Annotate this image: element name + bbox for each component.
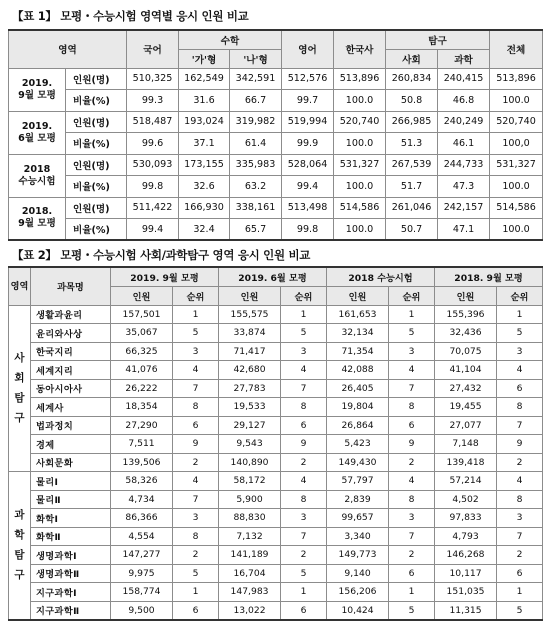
table-row xyxy=(9,305,543,324)
count-cell: 139,506 xyxy=(111,453,173,472)
value-cell: 335,983 xyxy=(230,154,282,176)
rank-cell: 8 xyxy=(281,490,327,509)
value-cell: 173,155 xyxy=(179,154,230,176)
value-cell: 99.8 xyxy=(127,176,179,198)
value-cell: 100,0 xyxy=(490,133,543,155)
rank-cell: 5 xyxy=(497,601,543,620)
t1-header-social: 사회 xyxy=(386,49,438,68)
metric-label: 인원(명) xyxy=(66,197,127,219)
subject-name: 화학Ⅱ xyxy=(31,527,111,546)
t2-header-count: 인원 xyxy=(111,286,173,305)
value-cell: 50.7 xyxy=(386,219,438,241)
value-cell: 510,325 xyxy=(127,68,179,90)
t1-header-math-ga: '가'형 xyxy=(179,49,230,68)
rank-cell: 2 xyxy=(173,453,219,472)
value-cell: 47.3 xyxy=(438,176,490,198)
count-cell: 41,076 xyxy=(111,361,173,380)
value-cell: 513,498 xyxy=(282,197,334,219)
rank-cell: 4 xyxy=(497,361,543,380)
rank-cell: 5 xyxy=(389,601,435,620)
rank-cell: 8 xyxy=(173,527,219,546)
table-row xyxy=(9,342,543,361)
value-cell: 32.6 xyxy=(179,176,230,198)
value-cell: 531,327 xyxy=(334,154,386,176)
value-cell: 99.4 xyxy=(282,176,334,198)
value-cell: 242,157 xyxy=(438,197,490,219)
table-row xyxy=(9,90,543,112)
count-cell: 86,366 xyxy=(111,509,173,528)
t2-header-exam-1: 2019. 9월 모평 xyxy=(111,267,219,286)
rank-cell: 2 xyxy=(497,453,543,472)
count-cell: 19,455 xyxy=(435,398,497,417)
t1-header-korean: 국어 xyxy=(127,30,179,68)
value-cell: 66.7 xyxy=(230,90,282,112)
table-row xyxy=(9,546,543,565)
value-cell: 100.0 xyxy=(490,219,543,241)
rank-cell: 4 xyxy=(173,472,219,491)
rank-cell: 1 xyxy=(389,305,435,324)
exam-name: 2019. 6월 모평 xyxy=(9,111,66,154)
count-cell: 4,502 xyxy=(435,490,497,509)
subject-name: 세계사 xyxy=(31,398,111,417)
count-cell: 57,797 xyxy=(327,472,389,491)
count-cell: 2,839 xyxy=(327,490,389,509)
count-cell: 71,354 xyxy=(327,342,389,361)
value-cell: 338,161 xyxy=(230,197,282,219)
t1-body xyxy=(9,68,543,240)
rank-cell: 8 xyxy=(389,398,435,417)
count-cell: 26,864 xyxy=(327,416,389,435)
t1-header-total: 전체 xyxy=(490,30,543,68)
count-cell: 4,554 xyxy=(111,527,173,546)
rank-cell: 9 xyxy=(281,435,327,454)
t2-header-exam-2: 2019. 6월 모평 xyxy=(219,267,327,286)
subject-name: 경제 xyxy=(31,435,111,454)
value-cell: 46.8 xyxy=(438,90,490,112)
table-row xyxy=(9,176,543,198)
t2-header-rank: 순위 xyxy=(497,286,543,305)
subject-name: 사회문화 xyxy=(31,453,111,472)
rank-cell: 6 xyxy=(389,564,435,583)
rank-cell: 3 xyxy=(389,509,435,528)
value-cell: 99.6 xyxy=(127,133,179,155)
rank-cell: 7 xyxy=(173,490,219,509)
subject-name: 생명과학Ⅱ xyxy=(31,564,111,583)
count-cell: 156,206 xyxy=(327,583,389,602)
rank-cell: 6 xyxy=(173,416,219,435)
count-cell: 70,075 xyxy=(435,342,497,361)
rank-cell: 6 xyxy=(281,601,327,620)
subject-name: 물리Ⅰ xyxy=(31,472,111,491)
t2-body xyxy=(9,305,543,620)
rank-cell: 8 xyxy=(497,490,543,509)
value-cell: 512,576 xyxy=(282,68,334,90)
count-cell: 147,983 xyxy=(219,583,281,602)
subject-name: 생활과윤리 xyxy=(31,305,111,324)
t1-header-math-na: '나'형 xyxy=(230,49,282,68)
value-cell: 166,930 xyxy=(179,197,230,219)
rank-cell: 2 xyxy=(497,546,543,565)
table-row xyxy=(9,472,543,491)
value-cell: 100.0 xyxy=(334,133,386,155)
rank-cell: 1 xyxy=(281,583,327,602)
table-row xyxy=(9,398,543,417)
count-cell: 88,830 xyxy=(219,509,281,528)
value-cell: 260,834 xyxy=(386,68,438,90)
rank-cell: 4 xyxy=(281,472,327,491)
t2-header-area: 영역 xyxy=(9,267,31,305)
count-cell: 146,268 xyxy=(435,546,497,565)
table1-exam-participants xyxy=(8,29,543,241)
count-cell: 19,804 xyxy=(327,398,389,417)
rank-cell: 8 xyxy=(281,398,327,417)
count-cell: 4,793 xyxy=(435,527,497,546)
count-cell: 149,430 xyxy=(327,453,389,472)
metric-label: 비율(%) xyxy=(66,90,127,112)
count-cell: 26,405 xyxy=(327,379,389,398)
table-row xyxy=(9,453,543,472)
subject-name: 법과정치 xyxy=(31,416,111,435)
count-cell: 26,222 xyxy=(111,379,173,398)
value-cell: 261,046 xyxy=(386,197,438,219)
table-row xyxy=(9,219,543,241)
count-cell: 16,704 xyxy=(219,564,281,583)
value-cell: 530,093 xyxy=(127,154,179,176)
value-cell: 531,327 xyxy=(490,154,543,176)
metric-label: 인원(명) xyxy=(66,68,127,90)
rank-cell: 1 xyxy=(281,305,327,324)
rank-cell: 9 xyxy=(497,435,543,454)
exam-name: 2018. 9월 모평 xyxy=(9,197,66,240)
t1-header-science: 과학 xyxy=(438,49,490,68)
rank-cell: 4 xyxy=(173,361,219,380)
rank-cell: 9 xyxy=(389,435,435,454)
rank-cell: 1 xyxy=(173,305,219,324)
t2-header-count: 인원 xyxy=(435,286,497,305)
value-cell: 51.7 xyxy=(386,176,438,198)
count-cell: 58,326 xyxy=(111,472,173,491)
metric-label: 비율(%) xyxy=(66,133,127,155)
subject-name: 윤리와사상 xyxy=(31,324,111,343)
table-row xyxy=(9,197,543,219)
value-cell: 514,586 xyxy=(490,197,543,219)
value-cell: 99.4 xyxy=(127,219,179,241)
rank-cell: 1 xyxy=(497,305,543,324)
t1-header-history: 한국사 xyxy=(334,30,386,68)
count-cell: 158,774 xyxy=(111,583,173,602)
count-cell: 58,172 xyxy=(219,472,281,491)
count-cell: 9,500 xyxy=(111,601,173,620)
count-cell: 27,432 xyxy=(435,379,497,398)
t2-header-count: 인원 xyxy=(219,286,281,305)
metric-label: 인원(명) xyxy=(66,154,127,176)
t2-header-exam-3: 2018 수능시험 xyxy=(327,267,435,286)
count-cell: 41,104 xyxy=(435,361,497,380)
count-cell: 35,067 xyxy=(111,324,173,343)
value-cell: 266,985 xyxy=(386,111,438,133)
t2-header-count: 인원 xyxy=(327,286,389,305)
rank-cell: 4 xyxy=(281,361,327,380)
rank-cell: 2 xyxy=(281,546,327,565)
t2-header-exam-4: 2018. 9월 모평 xyxy=(435,267,543,286)
count-cell: 10,117 xyxy=(435,564,497,583)
subject-name: 동아시아사 xyxy=(31,379,111,398)
subject-name: 물리Ⅱ xyxy=(31,490,111,509)
value-cell: 240,249 xyxy=(438,111,490,133)
rank-cell: 7 xyxy=(497,527,543,546)
count-cell: 57,214 xyxy=(435,472,497,491)
value-cell: 193,024 xyxy=(179,111,230,133)
value-cell: 63.2 xyxy=(230,176,282,198)
count-cell: 4,734 xyxy=(111,490,173,509)
count-cell: 19,533 xyxy=(219,398,281,417)
count-cell: 147,277 xyxy=(111,546,173,565)
rank-cell: 7 xyxy=(389,379,435,398)
count-cell: 27,290 xyxy=(111,416,173,435)
t1-header-inquiry: 탐구 xyxy=(386,30,490,49)
count-cell: 157,501 xyxy=(111,305,173,324)
count-cell: 9,140 xyxy=(327,564,389,583)
rank-cell: 7 xyxy=(173,379,219,398)
count-cell: 5,900 xyxy=(219,490,281,509)
subject-name: 지구과학Ⅰ xyxy=(31,583,111,602)
group-name: 사 회 탐 구 xyxy=(9,305,31,472)
t1-header-math: 수학 xyxy=(179,30,282,49)
rank-cell: 7 xyxy=(281,527,327,546)
t1-header-english: 영어 xyxy=(282,30,334,68)
table2-title: 【표 2】 모평・수능시험 사회/과학탐구 영역 응시 인원 비교 xyxy=(12,248,311,262)
count-cell: 66,325 xyxy=(111,342,173,361)
count-cell: 99,657 xyxy=(327,509,389,528)
value-cell: 100.0 xyxy=(490,90,543,112)
count-cell: 33,874 xyxy=(219,324,281,343)
count-cell: 42,680 xyxy=(219,361,281,380)
count-cell: 11,315 xyxy=(435,601,497,620)
rank-cell: 8 xyxy=(497,398,543,417)
value-cell: 511,422 xyxy=(127,197,179,219)
value-cell: 99.3 xyxy=(127,90,179,112)
rank-cell: 3 xyxy=(281,342,327,361)
count-cell: 139,418 xyxy=(435,453,497,472)
count-cell: 155,575 xyxy=(219,305,281,324)
rank-cell: 7 xyxy=(389,527,435,546)
rank-cell: 2 xyxy=(389,453,435,472)
count-cell: 141,189 xyxy=(219,546,281,565)
rank-cell: 5 xyxy=(173,324,219,343)
rank-cell: 3 xyxy=(389,342,435,361)
table-row xyxy=(9,324,543,343)
count-cell: 161,653 xyxy=(327,305,389,324)
count-cell: 140,890 xyxy=(219,453,281,472)
t2-header-rank: 순위 xyxy=(173,286,219,305)
table-row xyxy=(9,68,543,90)
value-cell: 342,591 xyxy=(230,68,282,90)
rank-cell: 6 xyxy=(389,416,435,435)
value-cell: 518,487 xyxy=(127,111,179,133)
value-cell: 46.1 xyxy=(438,133,490,155)
rank-cell: 5 xyxy=(173,564,219,583)
count-cell: 5,423 xyxy=(327,435,389,454)
value-cell: 61.4 xyxy=(230,133,282,155)
table-row xyxy=(9,527,543,546)
rank-cell: 5 xyxy=(389,324,435,343)
rank-cell: 2 xyxy=(281,453,327,472)
table1-title: 【표 1】 모평・수능시험 영역별 응시 인원 비교 xyxy=(12,9,249,23)
value-cell: 32.4 xyxy=(179,219,230,241)
value-cell: 65.7 xyxy=(230,219,282,241)
value-cell: 240,415 xyxy=(438,68,490,90)
metric-label: 비율(%) xyxy=(66,176,127,198)
rank-cell: 7 xyxy=(281,379,327,398)
table-row xyxy=(9,416,543,435)
table-row xyxy=(9,509,543,528)
rank-cell: 4 xyxy=(389,361,435,380)
subject-name: 생명과학Ⅰ xyxy=(31,546,111,565)
value-cell: 162,549 xyxy=(179,68,230,90)
value-cell: 37.1 xyxy=(179,133,230,155)
count-cell: 155,396 xyxy=(435,305,497,324)
value-cell: 50.8 xyxy=(386,90,438,112)
table-row xyxy=(9,379,543,398)
count-cell: 71,417 xyxy=(219,342,281,361)
rank-cell: 6 xyxy=(497,379,543,398)
value-cell: 100.0 xyxy=(334,90,386,112)
subject-name: 세계지리 xyxy=(31,361,111,380)
rank-cell: 3 xyxy=(497,509,543,528)
group-name: 과 학 탐 구 xyxy=(9,472,31,620)
value-cell: 513,896 xyxy=(490,68,543,90)
count-cell: 7,148 xyxy=(435,435,497,454)
t1-header-area: 영역 xyxy=(9,30,127,68)
rank-cell: 9 xyxy=(173,435,219,454)
t2-header-rank: 순위 xyxy=(281,286,327,305)
value-cell: 520,740 xyxy=(334,111,386,133)
table-row xyxy=(9,361,543,380)
value-cell: 513,896 xyxy=(334,68,386,90)
rank-cell: 5 xyxy=(281,564,327,583)
rank-cell: 8 xyxy=(389,490,435,509)
value-cell: 319,982 xyxy=(230,111,282,133)
rank-cell: 3 xyxy=(497,342,543,361)
subject-name: 한국지리 xyxy=(31,342,111,361)
table-row xyxy=(9,435,543,454)
rank-cell: 3 xyxy=(173,342,219,361)
table2-subject-participants xyxy=(8,266,543,621)
count-cell: 151,035 xyxy=(435,583,497,602)
rank-cell: 1 xyxy=(497,583,543,602)
count-cell: 27,077 xyxy=(435,416,497,435)
count-cell: 149,773 xyxy=(327,546,389,565)
count-cell: 29,127 xyxy=(219,416,281,435)
rank-cell: 3 xyxy=(173,509,219,528)
rank-cell: 1 xyxy=(173,583,219,602)
value-cell: 519,994 xyxy=(282,111,334,133)
count-cell: 42,088 xyxy=(327,361,389,380)
value-cell: 100.0 xyxy=(334,219,386,241)
value-cell: 100.0 xyxy=(490,176,543,198)
rank-cell: 3 xyxy=(281,509,327,528)
rank-cell: 5 xyxy=(497,324,543,343)
table-row xyxy=(9,111,543,133)
count-cell: 27,783 xyxy=(219,379,281,398)
value-cell: 244,733 xyxy=(438,154,490,176)
table-row xyxy=(9,564,543,583)
value-cell: 514,586 xyxy=(334,197,386,219)
count-cell: 7,132 xyxy=(219,527,281,546)
subject-name: 화학Ⅰ xyxy=(31,509,111,528)
value-cell: 99.7 xyxy=(282,90,334,112)
rank-cell: 4 xyxy=(497,472,543,491)
rank-cell: 6 xyxy=(497,564,543,583)
count-cell: 3,340 xyxy=(327,527,389,546)
value-cell: 267,539 xyxy=(386,154,438,176)
t2-header-subject: 과목명 xyxy=(31,267,111,305)
rank-cell: 4 xyxy=(389,472,435,491)
exam-name: 2019. 9월 모평 xyxy=(9,68,66,111)
t2-header-rank: 순위 xyxy=(389,286,435,305)
table-row xyxy=(9,154,543,176)
metric-label: 인원(명) xyxy=(66,111,127,133)
value-cell: 47.1 xyxy=(438,219,490,241)
subject-name: 지구과학Ⅱ xyxy=(31,601,111,620)
table-row xyxy=(9,133,543,155)
value-cell: 99.8 xyxy=(282,219,334,241)
rank-cell: 1 xyxy=(389,583,435,602)
count-cell: 32,134 xyxy=(327,324,389,343)
count-cell: 9,975 xyxy=(111,564,173,583)
rank-cell: 2 xyxy=(173,546,219,565)
rank-cell: 8 xyxy=(173,398,219,417)
rank-cell: 2 xyxy=(389,546,435,565)
count-cell: 18,354 xyxy=(111,398,173,417)
count-cell: 7,511 xyxy=(111,435,173,454)
table-row xyxy=(9,583,543,602)
count-cell: 10,424 xyxy=(327,601,389,620)
exam-name: 2018 수능시험 xyxy=(9,154,66,197)
value-cell: 99.9 xyxy=(282,133,334,155)
value-cell: 51.3 xyxy=(386,133,438,155)
count-cell: 32,436 xyxy=(435,324,497,343)
rank-cell: 5 xyxy=(281,324,327,343)
value-cell: 31.6 xyxy=(179,90,230,112)
table-row xyxy=(9,601,543,620)
table-row xyxy=(9,490,543,509)
value-cell: 520,740 xyxy=(490,111,543,133)
rank-cell: 6 xyxy=(281,416,327,435)
count-cell: 9,543 xyxy=(219,435,281,454)
count-cell: 13,022 xyxy=(219,601,281,620)
rank-cell: 6 xyxy=(173,601,219,620)
value-cell: 528,064 xyxy=(282,154,334,176)
rank-cell: 7 xyxy=(497,416,543,435)
metric-label: 비율(%) xyxy=(66,219,127,241)
count-cell: 97,833 xyxy=(435,509,497,528)
value-cell: 100.0 xyxy=(334,176,386,198)
